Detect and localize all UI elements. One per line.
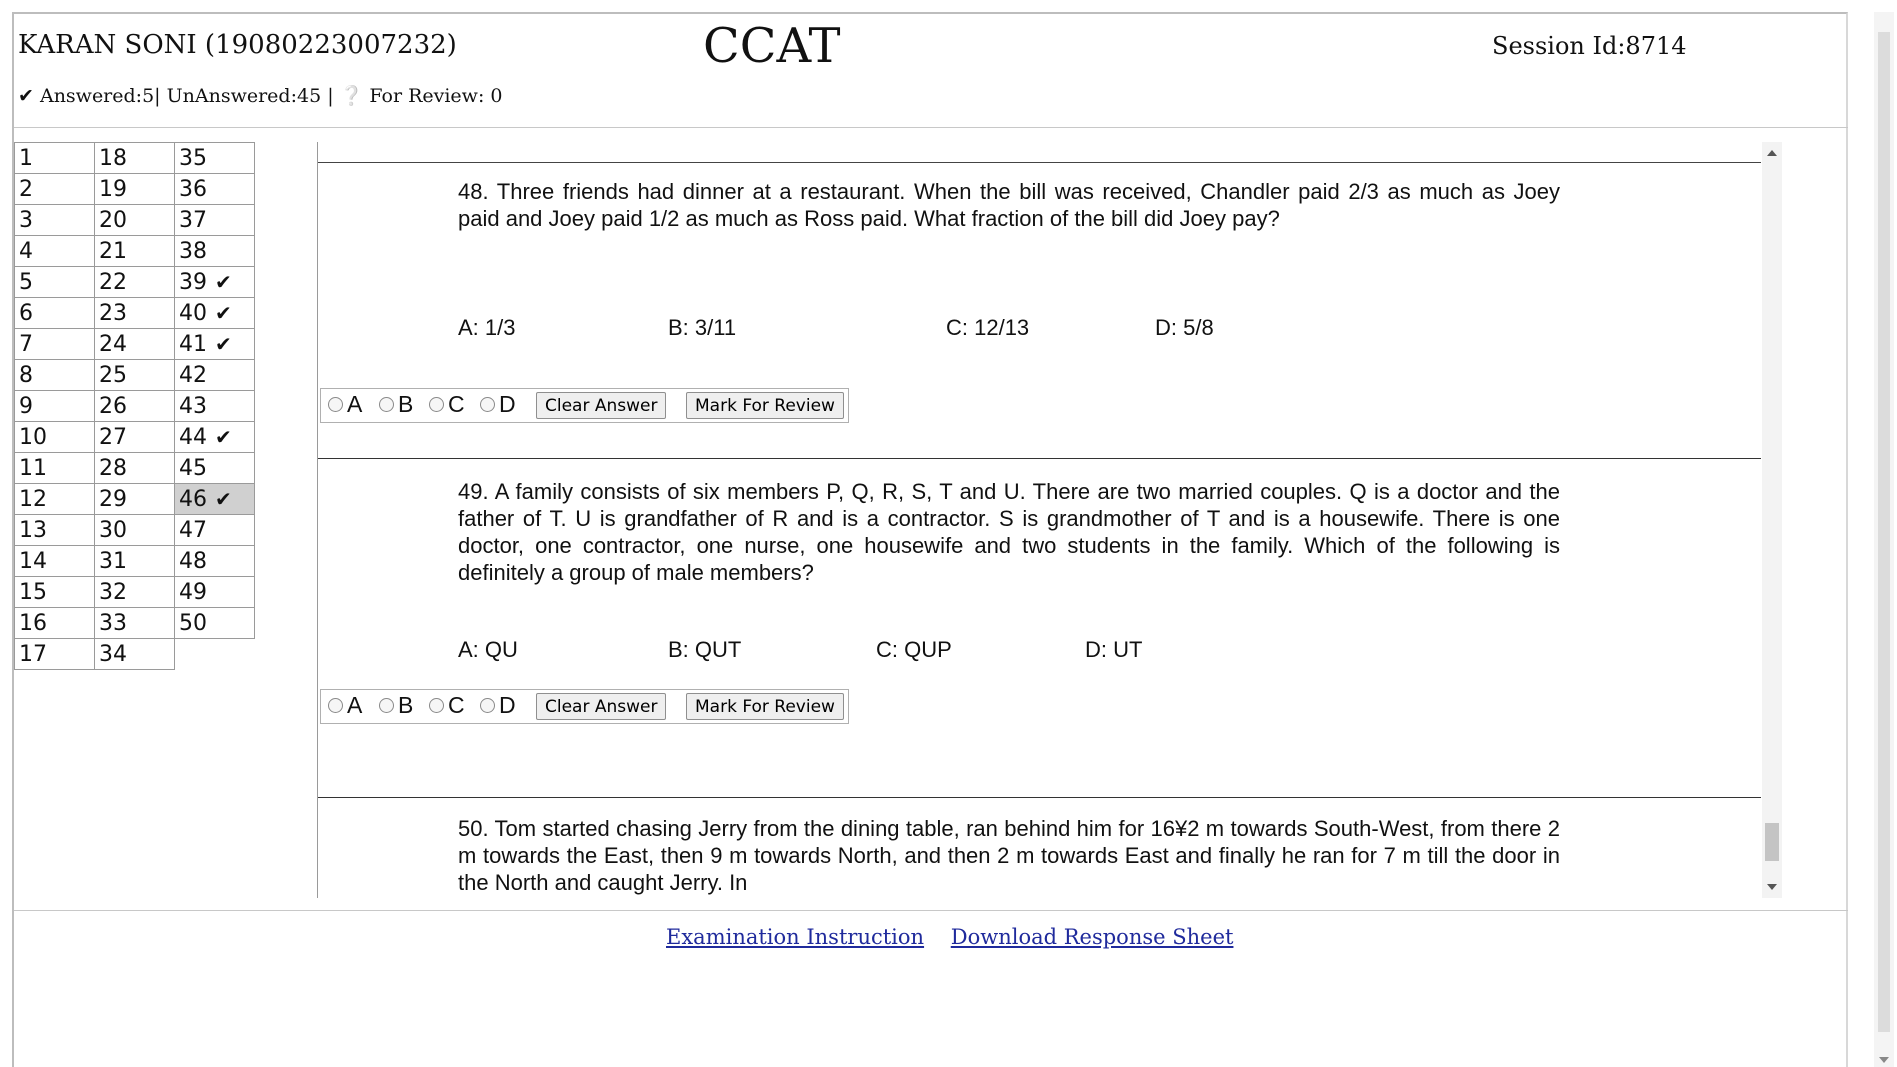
question-number: 44 [179,424,207,450]
question-number: 41 [179,331,207,357]
question-link-43[interactable] [175,391,255,422]
question-link-45[interactable] [175,453,255,484]
question-link-26[interactable] [95,391,175,422]
footer-links [666,925,1253,949]
question-number: 7 [19,331,33,357]
question-link-44[interactable] [175,422,255,453]
question-text: 50. Tom started chasing Jerry from the dining table, ran behind him for 16¥2 m towards South-West, from there 2 m towards the East, then 9 m towards North, and then 2 m towards East and finally he ran for 7 m till the door in the North and caught Jerry. In [458,816,1560,895]
grid-row [15,546,255,577]
checkmark-icon: ✔ [215,331,232,356]
radio-label-d: D [499,692,516,718]
page-scrollbar-thumb[interactable] [1878,32,1890,1032]
question-link-14[interactable] [15,546,95,577]
header-divider [14,127,1848,128]
question-panel-scrollbar[interactable] [1762,142,1782,898]
grid-row [15,205,255,236]
question-number: 48 [179,548,207,574]
question-link-38[interactable] [175,236,255,267]
question-number: 13 [19,517,47,543]
unanswered-count: UnAnswered:45 [166,85,322,107]
answer-bar [320,689,849,724]
question-link-21[interactable] [95,236,175,267]
option-d: D: 5/8 [1155,315,1214,340]
question-mark-icon: ❔ [339,85,364,107]
radio-label-a: A [347,391,363,417]
answer-bar [320,388,849,423]
question-number: 33 [99,610,127,636]
question-number: 43 [179,393,207,419]
question-number: 12 [19,486,47,512]
grid-row [15,639,255,670]
question-number: 18 [99,145,127,171]
mark-for-review-button[interactable]: Mark For Review [686,392,844,419]
question-number: 5 [19,269,33,295]
question-divider [318,797,1761,798]
radio-b[interactable] [379,397,394,412]
grid-row [15,422,255,453]
question-link-16[interactable] [15,608,95,639]
mark-for-review-button[interactable]: Mark For Review [686,693,844,720]
question-number: 9 [19,393,33,419]
question-link-47[interactable] [175,515,255,546]
option-d: D: UT [1085,637,1143,662]
question-number: 30 [99,517,127,543]
page-scrollbar[interactable] [1874,12,1894,1067]
separator: | [154,85,167,107]
question-number: 49 [179,579,207,605]
question-panel [317,142,1762,898]
question-link-17[interactable] [15,639,95,670]
option-b: B: 3/11 [668,315,737,340]
review-count: For Review: 0 [363,85,503,107]
question-link-41[interactable] [175,329,255,360]
option-b: B: QUT [668,637,742,662]
question-number: 50 [179,610,207,636]
radio-label-b: B [398,692,414,718]
question-number: 17 [19,641,47,667]
grid-row [15,329,255,360]
grid-row [15,298,255,329]
radio-label-b: B [398,391,414,417]
grid-row [15,236,255,267]
question-number: 28 [99,455,127,481]
grid-row [15,453,255,484]
question-number: 23 [99,300,127,326]
question-link-24[interactable] [95,329,175,360]
question-number: 37 [179,207,207,233]
scroll-down-arrow-icon[interactable] [1879,1057,1889,1063]
question-number: 25 [99,362,127,388]
footer-divider [14,910,1848,911]
question-number: 32 [99,579,127,605]
grid-row [15,267,255,298]
radio-a[interactable] [328,698,343,713]
radio-b[interactable] [379,698,394,713]
question-link-36[interactable] [175,174,255,205]
question-number: 1 [19,145,33,171]
option-c: C: QUP [876,637,952,662]
question-number: 4 [19,238,33,264]
question-link-49[interactable] [175,577,255,608]
answer-summary [18,84,502,107]
question-link-19[interactable] [95,174,175,205]
question-link-13[interactable] [15,515,95,546]
question-link-3[interactable] [15,205,95,236]
question-text: 49. A family consists of six members P, Q, R, S, T and U. There are two married couples. Q is a doctor and the father of T. U is grandfather of R and is a contractor. S is grandmother of T and is a housewife. There is one doctor, one contractor, one nurse, one housewife and two students in the family. Which of the following is definitely a group of male members? [458,479,1560,585]
question-link-8[interactable] [15,360,95,391]
question-link-30[interactable] [95,515,175,546]
download-response-sheet-link[interactable]: Download Response Sheet [950,925,1234,949]
question-number: 20 [99,207,127,233]
radio-label-c: C [448,391,465,417]
answered-count: Answered:5 [39,85,155,107]
radio-d[interactable] [480,397,495,412]
option-a: A: QU [458,637,518,662]
radio-c[interactable] [429,397,444,412]
question-number: 8 [19,362,33,388]
question-number: 6 [19,300,33,326]
question-number: 45 [179,455,207,481]
session-id: Session Id:8714 [1492,32,1687,60]
question-link-37[interactable] [175,205,255,236]
radio-a[interactable] [328,397,343,412]
question-text: 48. Three friends had dinner at a restaurant. When the bill was received, Chandler paid 2/3 as much as Joey paid and Joey paid 1/2 as much as Ross paid. What fraction of the bill did Joey pay? [458,179,1560,231]
grid-row [15,484,255,515]
question-number: 47 [179,517,207,543]
question-link-33[interactable] [95,608,175,639]
question-panel-scrollbar-thumb[interactable] [1765,823,1779,861]
question-link-11[interactable] [15,453,95,484]
radio-label-c: C [448,692,465,718]
question-link-12[interactable] [15,484,95,515]
question-link-23[interactable] [95,298,175,329]
question-link-29[interactable] [95,484,175,515]
question-link-39[interactable] [175,267,255,298]
question-number: 29 [99,486,127,512]
grid-row [15,391,255,422]
question-number: 21 [99,238,127,264]
question-link-2[interactable] [15,174,95,205]
radio-d[interactable] [480,698,495,713]
grid-row [15,515,255,546]
question-number: 31 [99,548,127,574]
question-number: 19 [99,176,127,202]
question-number: 2 [19,176,33,202]
question-link-46[interactable] [175,484,255,515]
question-link-20[interactable] [95,205,175,236]
option-c: C: 12/13 [946,315,1030,340]
question-link-4[interactable] [15,236,95,267]
question-number: 38 [179,238,207,264]
question-number: 39 [179,269,207,295]
question-number: 14 [19,548,47,574]
question-link-48[interactable] [175,546,255,577]
question-link-35[interactable] [175,143,255,174]
question-link-18[interactable] [95,143,175,174]
scroll-down-arrow-icon[interactable] [1767,884,1777,890]
question-number: 46 [179,486,207,512]
question-number: 24 [99,331,127,357]
checkmark-icon: ✔ [215,300,232,325]
question-link-22[interactable] [95,267,175,298]
option-a: A: 1/3 [458,315,516,340]
checkmark-icon: ✔ [215,486,232,511]
checkmark-icon: ✔ [215,269,232,294]
scroll-up-arrow-icon[interactable] [1767,150,1777,156]
question-link-10[interactable] [15,422,95,453]
question-number: 26 [99,393,127,419]
clear-answer-button[interactable]: Clear Answer [536,693,666,720]
question-number: 36 [179,176,207,202]
radio-label-d: D [499,391,516,417]
question-link-34[interactable] [95,639,175,670]
separator: | [321,85,340,107]
question-link-27[interactable] [95,422,175,453]
grid-row [15,174,255,205]
question-divider [318,458,1761,459]
question-link-32[interactable] [95,577,175,608]
examination-instruction-link[interactable]: Examination Instruction [666,925,925,949]
question-link-28[interactable] [95,453,175,484]
question-link-5[interactable] [15,267,95,298]
question-link-15[interactable] [15,577,95,608]
question-number: 35 [179,145,207,171]
question-link-42[interactable] [175,360,255,391]
grid-empty-cell [175,639,255,670]
question-link-31[interactable] [95,546,175,577]
clear-answer-button[interactable]: Clear Answer [536,392,666,419]
question-number: 3 [19,207,33,233]
question-link-40[interactable] [175,298,255,329]
question-number: 40 [179,300,207,326]
radio-c[interactable] [429,698,444,713]
exam-title: CCAT [703,18,841,74]
question-number: 10 [19,424,47,450]
question-number: 11 [19,455,47,481]
student-name: KARAN SONI (19080223007232) [18,30,457,60]
question-number: 16 [19,610,47,636]
question-link-25[interactable] [95,360,175,391]
question-number: 27 [99,424,127,450]
question-link-1[interactable] [15,143,95,174]
question-link-7[interactable] [15,329,95,360]
grid-row [15,608,255,639]
grid-row [15,143,255,174]
question-number: 15 [19,579,47,605]
question-link-50[interactable] [175,608,255,639]
grid-row [15,360,255,391]
radio-label-a: A [347,692,363,718]
question-link-9[interactable] [15,391,95,422]
question-number: 34 [99,641,127,667]
checkmark-icon: ✔ [18,85,40,107]
question-number: 22 [99,269,127,295]
panel-top-divider [318,162,1761,163]
question-number: 42 [179,362,207,388]
question-navigation-grid [14,142,255,670]
checkmark-icon: ✔ [215,424,232,449]
grid-row [15,577,255,608]
question-link-6[interactable] [15,298,95,329]
